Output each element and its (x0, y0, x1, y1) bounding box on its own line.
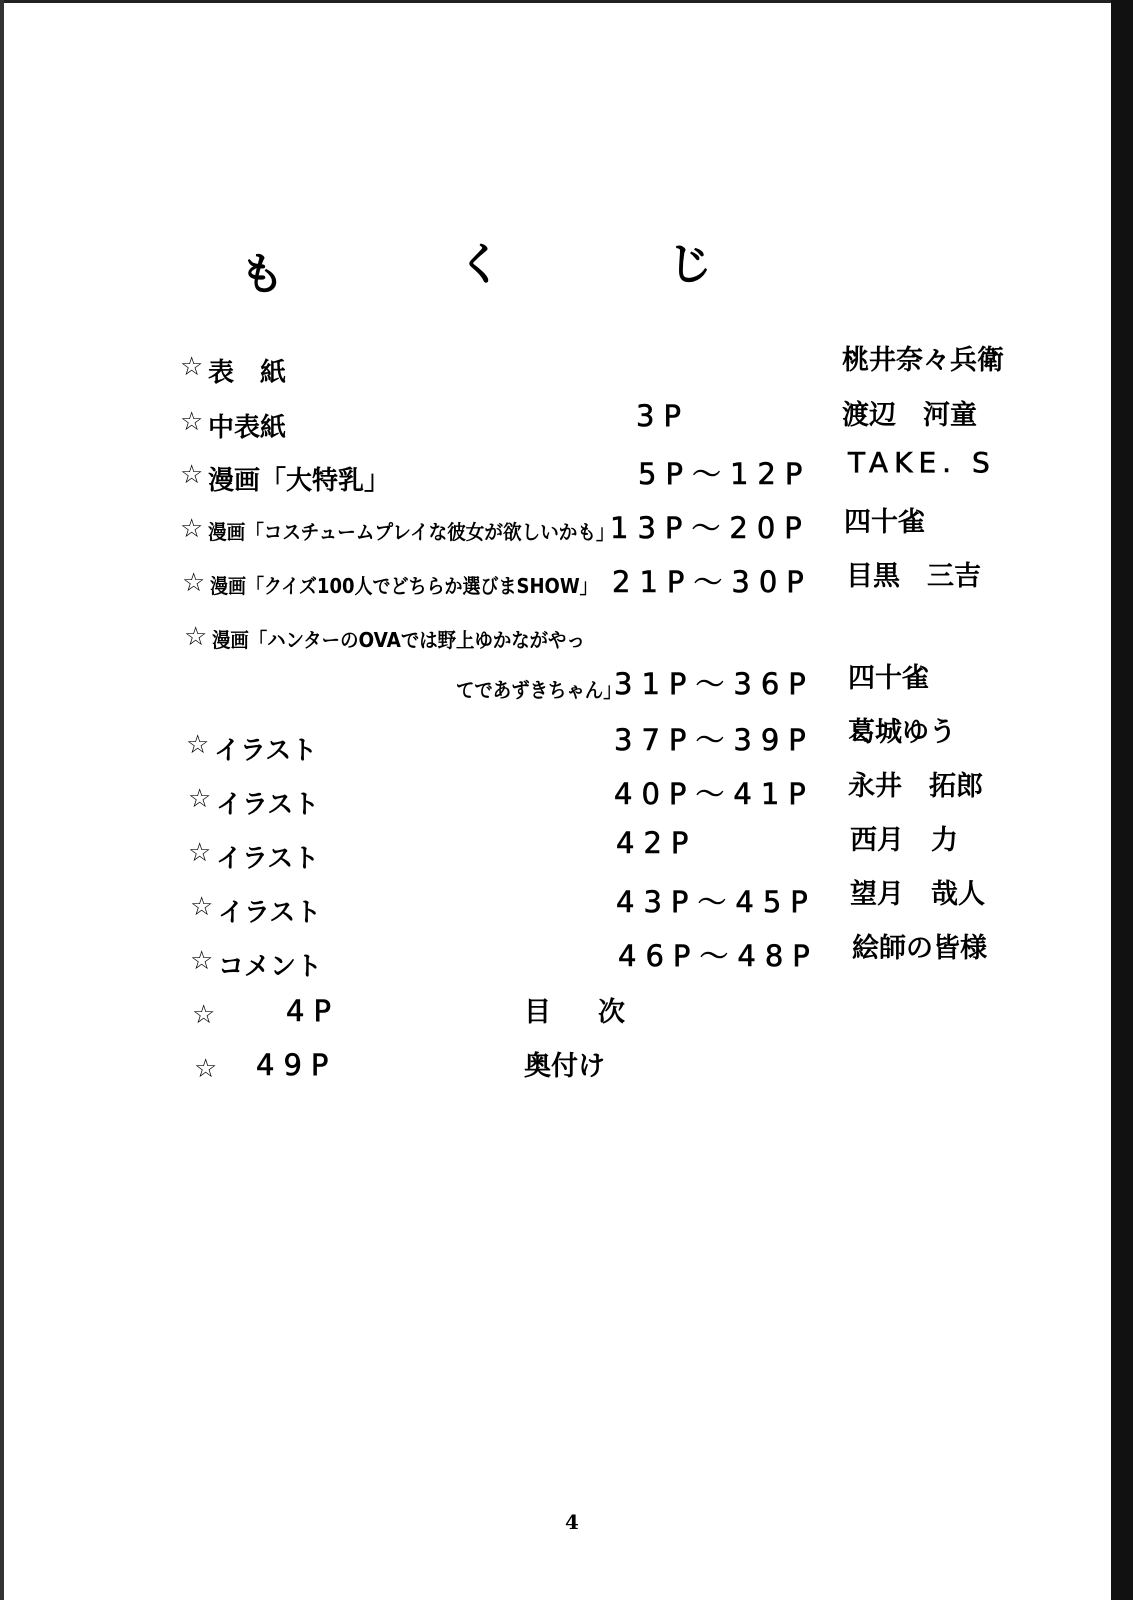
toc-author: 永井 拓郎 (848, 771, 983, 802)
toc-row (0, 446, 1133, 496)
toc-author: 葛城ゆう (848, 717, 956, 748)
toc-pages: 21P～30P (612, 565, 813, 599)
toc-row (0, 1050, 1133, 1090)
toc-pages: 37P～39P (614, 723, 815, 757)
toc-pages: 3P (636, 399, 690, 433)
scan-edge-top (0, 0, 1133, 3)
star-marker: ☆ (184, 622, 208, 652)
toc-pages: 31P～36P (614, 667, 815, 701)
toc-author: 四十雀 (844, 507, 925, 538)
title-char-2: く (458, 239, 502, 290)
toc-author: 渡辺 河童 (842, 400, 977, 431)
toc-row (0, 825, 1133, 874)
toc-label: 中表紙 (208, 413, 287, 443)
star-marker: ☆ (194, 1054, 218, 1084)
toc-pages: 4P (286, 994, 340, 1028)
toc-label: コメント (218, 952, 323, 982)
toc-row (0, 879, 1133, 928)
toc-pages: 13P～20P (610, 511, 811, 545)
toc-label: 表 紙 (208, 358, 287, 388)
toc-row (0, 771, 1133, 820)
toc-pages: 43P～45P (616, 885, 817, 919)
toc-author: 目 次 (524, 997, 635, 1028)
toc-label: イラスト (216, 790, 320, 820)
toc-pages: 42P (616, 826, 698, 860)
page-number: 4 (565, 1510, 579, 1534)
toc-row (0, 933, 1133, 982)
toc-label: 漫画「大特乳」 (208, 466, 391, 496)
star-marker: ☆ (180, 514, 204, 544)
toc-label: 漫画「コスチュームプレイな彼女が欲しいかも」 (208, 520, 615, 544)
toc-author: 絵師の皆様 (852, 933, 987, 964)
toc-pages: 5P～12P (638, 457, 812, 491)
toc-author: 奥付け (524, 1051, 605, 1082)
star-marker: ☆ (182, 568, 206, 598)
toc-author: TAKE. S (848, 446, 996, 479)
toc-author: 桃井奈々兵衛 (842, 345, 1004, 376)
toc-label: 漫画「クイズ100人でどちらか選びまSHOW」 (210, 574, 598, 598)
toc-label: てであずきちゃん」 (456, 678, 622, 702)
star-marker: ☆ (186, 730, 210, 760)
toc-pages: 49P (256, 1048, 338, 1082)
star-marker: ☆ (180, 460, 204, 490)
title-char-1: も (240, 249, 284, 300)
toc-label: イラスト (214, 736, 318, 766)
toc-label: 漫画「ハンターのOVAでは野上ゆかながやっ (212, 628, 585, 652)
toc-author: 目黒 三吉 (846, 561, 981, 592)
toc-author: 四十雀 (848, 663, 929, 694)
toc-row (0, 507, 1133, 550)
toc-row (0, 561, 1133, 604)
toc-row (0, 345, 1133, 388)
toc-row (0, 717, 1133, 766)
star-marker: ☆ (190, 892, 214, 922)
star-marker: ☆ (180, 352, 204, 382)
toc-row (0, 399, 1133, 443)
toc-label: イラスト (218, 898, 322, 928)
star-marker: ☆ (188, 784, 212, 814)
toc-label: イラスト (216, 844, 320, 874)
star-marker: ☆ (188, 838, 212, 868)
toc-author: 西月 力 (850, 825, 958, 856)
toc-row (0, 663, 1133, 712)
toc-row (0, 618, 1133, 658)
title-char-3: じ (668, 239, 712, 290)
star-marker: ☆ (180, 407, 204, 437)
toc-pages: 46P～48P (618, 939, 819, 973)
star-marker: ☆ (190, 946, 214, 976)
toc-author: 望月 哉人 (850, 879, 985, 910)
toc-row (0, 996, 1133, 1036)
star-marker: ☆ (192, 1000, 216, 1030)
toc-pages: 40P～41P (614, 777, 815, 811)
